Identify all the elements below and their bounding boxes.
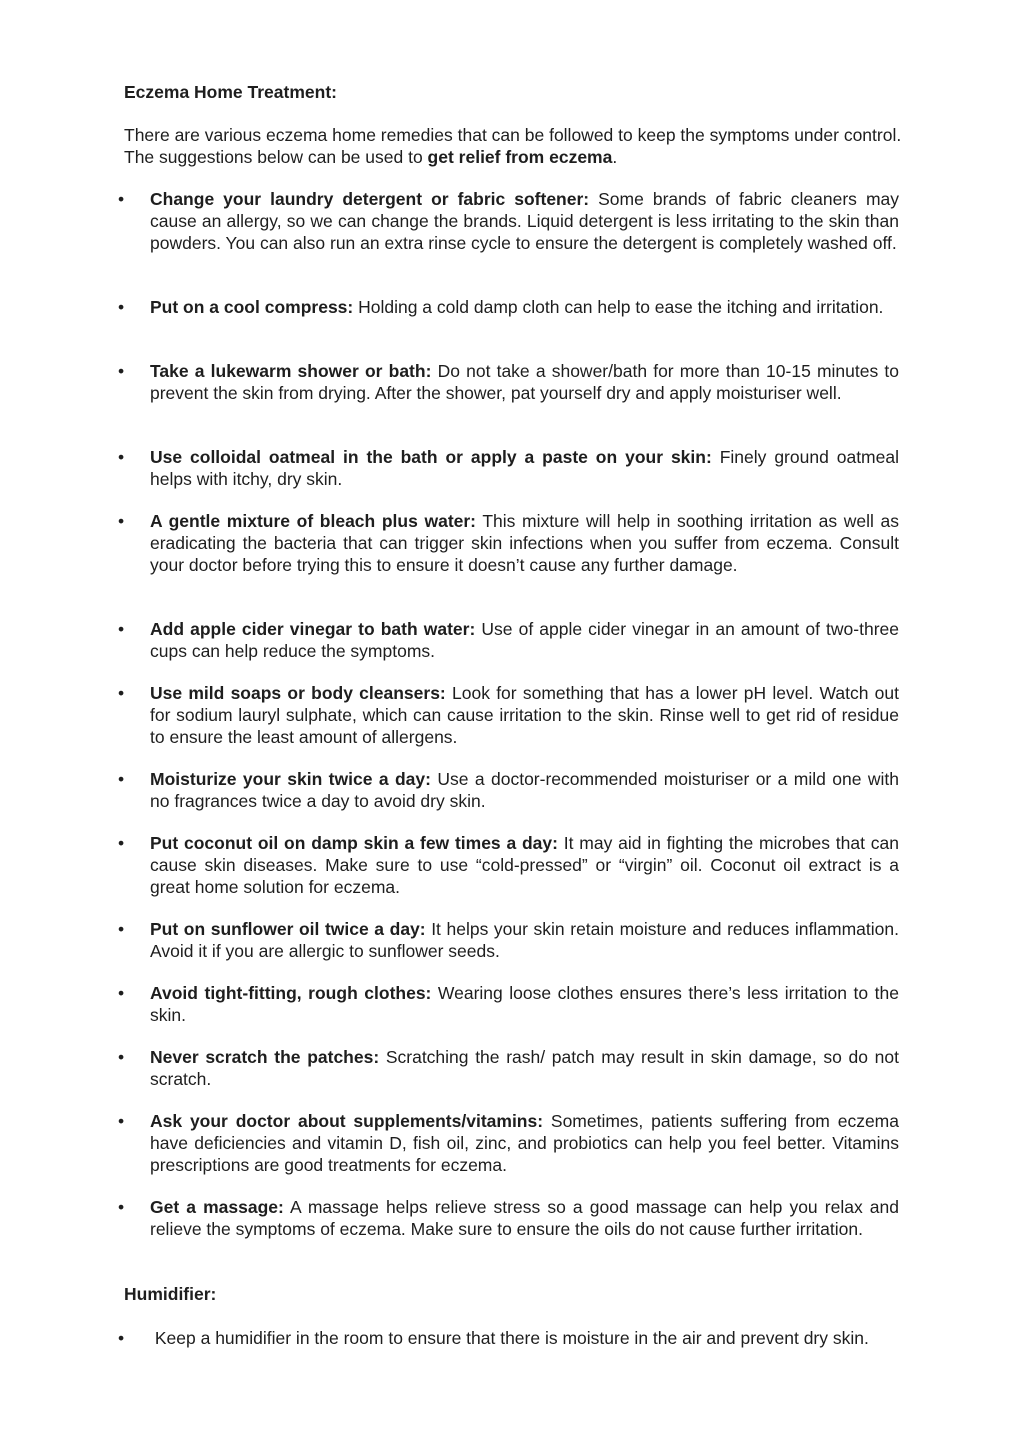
list-item-heading: Put on a cool compress: bbox=[150, 297, 354, 317]
list-item bbox=[118, 1110, 900, 1176]
list-item-body: Use of apple cider vinegar in an amount of two-three cups can help reduce the symptoms. bbox=[150, 619, 900, 661]
bullet-icon: • bbox=[118, 297, 125, 317]
list-item-heading: Never scratch the patches: bbox=[150, 1047, 380, 1067]
list-item-body: Scratching the rash/ patch may result in skin damage, so do not scratch. bbox=[150, 1047, 899, 1089]
intro-text: There are various eczema home remedies that can be followed to keep the symptoms under control. The suggestions below can be used to bbox=[124, 125, 902, 167]
list-item-body: Holding a cold damp cloth can help to ease the itching and irritation. bbox=[353, 297, 884, 317]
bullet-icon: • bbox=[118, 1197, 125, 1217]
list-item-body: Do not take a shower/bath for more than 10-15 minutes to prevent the skin from drying. After the shower, pat yourself dry and apply moisturiser well. bbox=[150, 361, 900, 403]
list-item-heading: Take a lukewarm shower or bath: bbox=[150, 361, 432, 381]
list-item bbox=[118, 682, 900, 748]
bullet-icon: • bbox=[118, 447, 125, 467]
list-item bbox=[118, 188, 900, 254]
list-item-text bbox=[150, 618, 899, 662]
section-title-humidifier: Humidifier: bbox=[124, 1284, 217, 1304]
list-item-text bbox=[150, 1110, 899, 1176]
list-item bbox=[118, 1196, 900, 1240]
intro-end: . bbox=[612, 147, 618, 167]
list-item-heading: Put coconut oil on damp skin a few times a day: bbox=[150, 833, 558, 853]
list-item-body: This mixture will help in soothing irritation as well as eradicating the bacteria that can trigger skin infections when you suffer from eczema. Consult your doctor before trying this to ensure it doesn’t cause any further damage. bbox=[150, 511, 899, 575]
bullet-icon: • bbox=[118, 983, 125, 1003]
list-item-text bbox=[150, 768, 899, 812]
bullet-icon: • bbox=[118, 189, 125, 209]
bullet-icon: • bbox=[118, 511, 125, 531]
list-item-body: Some brands of fabric cleaners may cause an allergy, so we can change the brands. Liquid detergent is less irritating to the skin than powders. You can also run an extra rinse cycle to ensure the detergent is completely washed off. bbox=[150, 189, 899, 253]
list-item-body: A massage helps relieve stress so a good massage can help you relax and relieve the symptoms of eczema. Make sure to ensure the oils do not cause further irritation. bbox=[150, 1197, 899, 1239]
bullet-icon: • bbox=[118, 1328, 125, 1348]
list-item-text bbox=[150, 1196, 899, 1240]
list-item-text bbox=[150, 510, 899, 576]
list-item-body: It may aid in fighting the microbes that can cause skin diseases. Make sure to use “cold-pressed” or “virgin” oil. Coconut oil extract is a great home solution for eczema. bbox=[150, 833, 899, 897]
list-item-heading: Get a massage: bbox=[150, 1197, 284, 1217]
list-item-heading: Add apple cider vinegar to bath water: bbox=[150, 619, 476, 639]
list-item bbox=[118, 982, 900, 1026]
list-item-text bbox=[150, 918, 899, 962]
list-item-text bbox=[150, 1046, 899, 1090]
list-item-heading: A gentle mixture of bleach plus water: bbox=[150, 511, 477, 531]
bullet-icon: • bbox=[118, 919, 125, 939]
list-item-body: It helps your skin retain moisture and reduces inflammation. Avoid it if you are allergic to sunflower seeds. bbox=[150, 919, 899, 961]
list-item bbox=[118, 768, 900, 812]
bullet-icon: • bbox=[118, 1111, 125, 1131]
list-item bbox=[118, 1046, 900, 1090]
intro-bold-text: get relief from eczema bbox=[427, 147, 613, 167]
list-item-text bbox=[150, 360, 899, 404]
list-item-body: Wearing loose clothes ensures there’s less irritation to the skin. bbox=[150, 983, 899, 1025]
bullet-icon: • bbox=[118, 769, 125, 789]
list-item-text bbox=[150, 982, 899, 1026]
list-item bbox=[118, 618, 900, 662]
list-item bbox=[118, 1327, 900, 1349]
list-item bbox=[118, 918, 900, 962]
bullet-icon: • bbox=[118, 361, 125, 381]
bullet-icon: • bbox=[118, 619, 125, 639]
list-item-heading: Change your laundry detergent or fabric softener: bbox=[150, 189, 590, 209]
list-item-text bbox=[150, 682, 899, 748]
list-item-heading: Put on sunflower oil twice a day: bbox=[150, 919, 426, 939]
list-item-heading: Use mild soaps or body cleansers: bbox=[150, 683, 446, 703]
list-item-body: Look for something that has a lower pH level. Watch out for sodium lauryl sulphate, which can cause irritation to the skin. Rinse well to get rid of residue to ensure the least amount of allergens. bbox=[150, 683, 900, 747]
list-item-heading: Moisturize your skin twice a day: bbox=[150, 769, 431, 789]
list-item-heading: Ask your doctor about supplements/vitamins: bbox=[150, 1111, 544, 1131]
bullet-icon: • bbox=[118, 683, 125, 703]
list-item-text bbox=[150, 188, 899, 254]
list-item-heading: Use colloidal oatmeal in the bath or apply a paste on your skin: bbox=[150, 447, 712, 467]
list-item bbox=[118, 360, 900, 404]
list-item-text bbox=[150, 446, 899, 490]
intro-paragraph bbox=[124, 124, 904, 168]
list-item bbox=[118, 510, 900, 576]
list-item bbox=[118, 832, 900, 898]
list-item-body: Sometimes, patients suffering from eczema have deficiencies and vitamin D, fish oil, zinc, and probiotics can help you feel better. Vitamins prescriptions are good treatments for eczema. bbox=[150, 1111, 899, 1175]
bullet-icon: • bbox=[118, 833, 125, 853]
list-item-body: Finely ground oatmeal helps with itchy, dry skin. bbox=[150, 447, 899, 489]
section-title-eczema-home-treatment: Eczema Home Treatment: bbox=[124, 82, 337, 102]
list-item-text bbox=[150, 296, 899, 318]
list-item bbox=[118, 446, 900, 490]
list-item-heading: Avoid tight-fitting, rough clothes: bbox=[150, 983, 432, 1003]
bullet-icon: • bbox=[118, 1047, 125, 1067]
list-item-body: Use a doctor-recommended moisturiser or a mild one with no fragrances twice a day to avoid dry skin. bbox=[150, 769, 899, 811]
list-item-text: Keep a humidifier in the room to ensure that there is moisture in the air and prevent dry skin. bbox=[150, 1328, 869, 1348]
list-item bbox=[118, 296, 900, 318]
list-item-text bbox=[150, 832, 899, 898]
